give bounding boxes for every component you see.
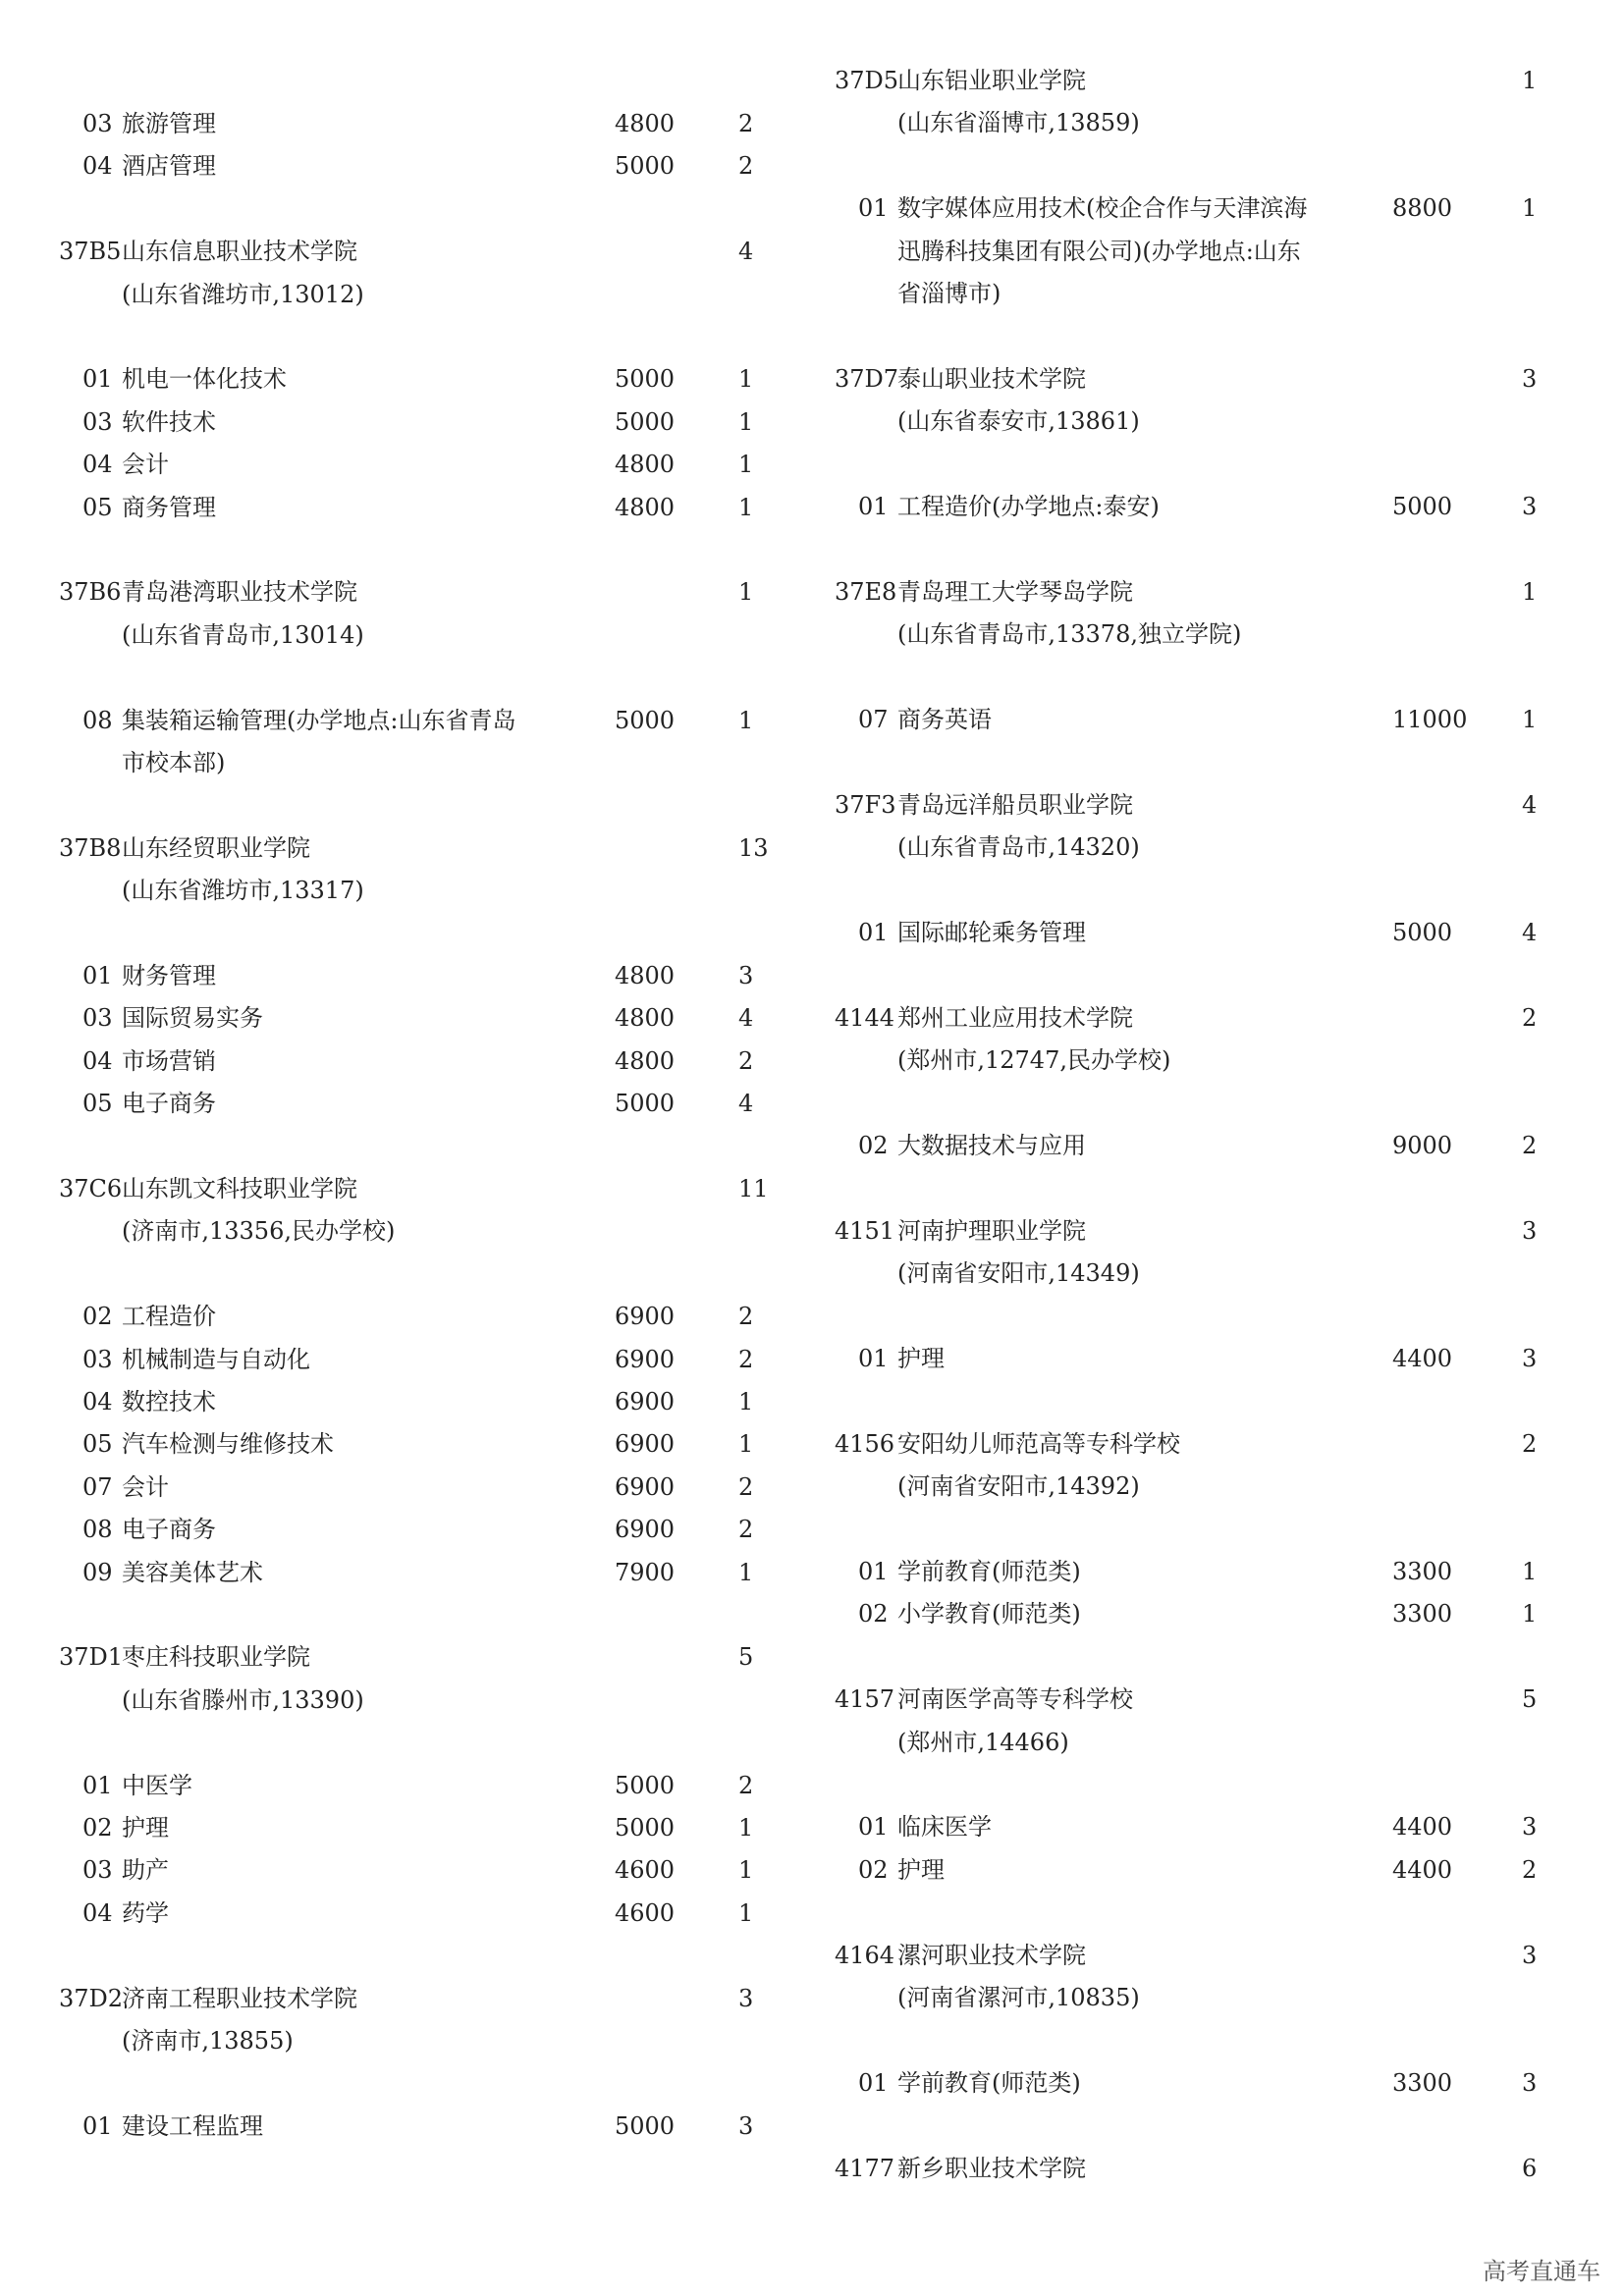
major-row: [0, 1894, 785, 1933]
major-fee: 5000: [615, 706, 676, 734]
major-row: [776, 1339, 1561, 1378]
continuation-row: [0, 871, 785, 910]
major-name: 机电一体化技术: [122, 365, 287, 394]
continuation-text: (山东省青岛市,13378,独立学院): [897, 620, 1242, 649]
major-row: [0, 1808, 785, 1847]
school-count: 11: [738, 1175, 769, 1202]
major-code: 05: [82, 1090, 113, 1118]
school-name: 枣庄科技职业学院: [122, 1643, 310, 1672]
major-row: [0, 402, 785, 442]
major-count: 2: [738, 110, 754, 137]
school-count: 2: [1522, 1429, 1538, 1458]
school-name: 山东经贸职业学院: [122, 833, 310, 862]
major-name: 酒店管理: [122, 152, 216, 181]
major-code: 09: [82, 1558, 113, 1586]
school-row: [776, 785, 1561, 825]
school-name: 新乡职业技术学院: [897, 2154, 1086, 2182]
school-count: 4: [738, 238, 754, 266]
major-row: [776, 2063, 1561, 2103]
major-code: 04: [82, 152, 113, 181]
major-code: 03: [82, 110, 113, 137]
school-row: [0, 1979, 785, 2018]
major-row: [776, 1126, 1561, 1165]
major-name: 助产: [122, 1856, 169, 1885]
major-fee: 6900: [615, 1303, 676, 1331]
major-name: 美容美体艺术: [122, 1558, 263, 1586]
major-code: 01: [82, 365, 113, 394]
school-count: 2: [1522, 1003, 1538, 1032]
major-name: 大数据技术与应用: [897, 1132, 1086, 1159]
continuation-text: (河南省安阳市,14392): [897, 1472, 1140, 1501]
major-row: [776, 913, 1561, 952]
major-fee: 3300: [1392, 2068, 1453, 2097]
major-name: 电子商务: [122, 1090, 216, 1118]
school-name: 郑州工业应用技术学院: [897, 1003, 1133, 1032]
major-count: 1: [738, 451, 754, 479]
school-code: 37D1: [59, 1643, 124, 1672]
school-row: [776, 61, 1561, 100]
school-row: [776, 1424, 1561, 1464]
school-count: 4: [1522, 790, 1538, 819]
major-row: [0, 1297, 785, 1336]
major-name: 国际贸易实务: [122, 1004, 263, 1033]
major-code: 03: [82, 407, 113, 436]
major-name: 财务管理: [122, 962, 216, 989]
major-code: 01: [858, 1813, 889, 1842]
continuation-row: [776, 828, 1561, 867]
major-name: 学前教育(师范类): [897, 1558, 1081, 1585]
major-count: 1: [1522, 1558, 1538, 1585]
school-row: [776, 2149, 1561, 2188]
major-row: [0, 1510, 785, 1549]
major-row: [0, 104, 785, 143]
school-code: 4144: [835, 1003, 895, 1032]
major-fee: 6900: [615, 1345, 676, 1373]
major-fee: 3300: [1392, 1600, 1453, 1629]
major-count: 1: [738, 1558, 754, 1586]
major-count: 3: [1522, 1813, 1538, 1842]
major-count: 1: [738, 407, 754, 436]
school-code: 37F3: [835, 790, 896, 819]
continuation-text: 市校本部): [122, 749, 226, 776]
major-code: 01: [82, 962, 113, 989]
major-code: 01: [858, 919, 889, 946]
major-row: [776, 1850, 1561, 1890]
continuation-row: [0, 615, 785, 655]
major-count: 1: [738, 1898, 754, 1927]
major-row: [0, 1553, 785, 1592]
major-fee: 6900: [615, 1516, 676, 1544]
major-name: 商务英语: [897, 706, 992, 733]
continuation-text: (山东省潍坊市,13317): [122, 877, 364, 905]
major-name: 工程造价: [122, 1303, 216, 1331]
major-row: [776, 1807, 1561, 1846]
school-count: 5: [1522, 1685, 1538, 1714]
school-code: 37B6: [59, 578, 122, 607]
major-fee: 4800: [615, 962, 676, 989]
major-fee: 4400: [1392, 1813, 1453, 1842]
major-name: 工程造价(办学地点:泰安): [897, 493, 1160, 520]
continuation-text: (山东省滕州市,13390): [122, 1685, 364, 1714]
major-fee: 3300: [1392, 1558, 1453, 1585]
left-column: [0, 0, 785, 2258]
major-name: 汽车检测与维修技术: [122, 1430, 334, 1459]
major-code: 08: [82, 706, 113, 734]
school-name: 济南工程职业技术学院: [122, 1984, 357, 2012]
major-row: [0, 1340, 785, 1379]
major-name: 商务管理: [122, 493, 216, 521]
school-code: 4156: [835, 1429, 895, 1458]
continuation-row: [0, 1211, 785, 1251]
major-fee: 6900: [615, 1430, 676, 1459]
major-count: 3: [1522, 2068, 1538, 2097]
major-row: [776, 188, 1561, 228]
school-count: 1: [1522, 577, 1538, 606]
school-code: 37E8: [835, 577, 897, 606]
school-count: 1: [1522, 67, 1538, 94]
major-row: [0, 2107, 785, 2146]
major-row: [776, 1552, 1561, 1591]
continuation-text: (山东省淄博市,13859): [897, 109, 1140, 137]
major-name: 电子商务: [122, 1516, 216, 1544]
major-name: 集装箱运输管理(办学地点:山东省青岛: [122, 706, 516, 734]
school-row: [0, 1169, 785, 1208]
major-fee: 8800: [1392, 194, 1453, 223]
school-code: 4164: [835, 1941, 895, 1969]
major-row: [0, 1850, 785, 1890]
major-count: 2: [738, 1516, 754, 1544]
school-code: 4157: [835, 1685, 895, 1714]
major-code: 04: [82, 1046, 113, 1075]
major-code: 01: [82, 2111, 113, 2140]
major-row: [0, 701, 785, 740]
major-fee: 5000: [615, 1771, 676, 1799]
major-code: 03: [82, 1345, 113, 1373]
school-row: [776, 1936, 1561, 1975]
major-fee: 5000: [615, 1090, 676, 1118]
major-name: 小学教育(师范类): [897, 1600, 1081, 1629]
major-count: 1: [1522, 706, 1538, 733]
major-count: 1: [738, 493, 754, 521]
major-fee: 4400: [1392, 1855, 1453, 1884]
continuation-row: [776, 1254, 1561, 1293]
school-name: 山东铝业职业学院: [897, 67, 1086, 94]
continuation-row: [776, 103, 1561, 142]
school-code: 37D5: [835, 67, 899, 94]
school-row: [0, 1637, 785, 1677]
major-name: 中医学: [122, 1771, 192, 1799]
major-count: 2: [738, 152, 754, 181]
major-code: 08: [82, 1516, 113, 1544]
major-name: 数控技术: [122, 1388, 216, 1415]
major-count: 2: [1522, 1855, 1538, 1884]
major-code: 02: [858, 1132, 889, 1159]
major-row: [776, 1594, 1561, 1633]
major-row: [0, 1424, 785, 1464]
school-code: 37B8: [59, 833, 122, 862]
continuation-text: (郑州市,14466): [897, 1728, 1069, 1756]
school-name: 青岛理工大学琴岛学院: [897, 577, 1133, 606]
major-code: 01: [858, 1558, 889, 1585]
school-count: 6: [1522, 2154, 1538, 2182]
school-name: 河南医学高等专科学校: [897, 1685, 1133, 1714]
continuation-text: (山东省青岛市,13014): [122, 620, 364, 649]
major-code: 01: [858, 194, 889, 223]
major-name: 市场营销: [122, 1046, 216, 1075]
school-code: 37C6: [59, 1175, 123, 1202]
major-code: 07: [82, 1472, 113, 1501]
continuation-row: [776, 401, 1561, 441]
watermark: 高考直通车: [1483, 2258, 1600, 2285]
school-row: [776, 1211, 1561, 1251]
continuation-text: (郑州市,12747,民办学校): [897, 1046, 1171, 1075]
major-count: 3: [1522, 493, 1538, 520]
major-name: 建设工程监理: [122, 2111, 263, 2140]
major-count: 3: [738, 962, 754, 989]
school-count: 3: [738, 1984, 754, 2012]
major-name: 护理: [897, 1855, 945, 1884]
school-name: 安阳幼儿师范高等专科学校: [897, 1429, 1180, 1458]
major-name: 会计: [122, 451, 169, 479]
major-code: 01: [82, 1771, 113, 1799]
major-fee: 5000: [1392, 919, 1453, 946]
continuation-text: (河南省安阳市,14349): [897, 1259, 1140, 1288]
major-name: 机械制造与自动化: [122, 1345, 310, 1373]
school-count: 3: [1522, 1941, 1538, 1969]
major-fee: 5000: [615, 2111, 676, 2140]
school-code: 37B5: [59, 238, 122, 266]
continuation-row: [0, 2021, 785, 2060]
continuation-row: [776, 1041, 1561, 1080]
continuation-text: 省淄博市): [897, 280, 1001, 307]
major-row: [0, 1382, 785, 1421]
major-name: 数字媒体应用技术(校企合作与天津滨海: [897, 194, 1308, 223]
major-count: 1: [738, 1814, 754, 1842]
major-code: 01: [858, 2068, 889, 2097]
major-count: 4: [738, 1004, 754, 1033]
major-code: 04: [82, 1388, 113, 1415]
major-fee: 6900: [615, 1388, 676, 1415]
major-row: [0, 998, 785, 1038]
continuation-text: (山东省潍坊市,13012): [122, 280, 364, 308]
major-count: 4: [738, 1090, 754, 1118]
major-name: 软件技术: [122, 407, 216, 436]
major-code: 04: [82, 451, 113, 479]
major-name: 护理: [122, 1814, 169, 1842]
continuation-row: [776, 1723, 1561, 1762]
major-name: 学前教育(师范类): [897, 2068, 1081, 2097]
school-count: 3: [1522, 1216, 1538, 1245]
major-fee: 4800: [615, 110, 676, 137]
major-code: 03: [82, 1004, 113, 1033]
major-name: 国际邮轮乘务管理: [897, 919, 1086, 946]
major-fee: 5000: [615, 365, 676, 394]
major-count: 2: [738, 1303, 754, 1331]
major-fee: 5000: [615, 407, 676, 436]
major-count: 2: [738, 1472, 754, 1501]
major-count: 4: [1522, 919, 1538, 946]
major-row: [0, 1084, 785, 1123]
major-fee: 7900: [615, 1558, 676, 1586]
major-fee: 4600: [615, 1898, 676, 1927]
major-name: 护理: [897, 1345, 945, 1372]
continuation-row: [776, 614, 1561, 654]
school-name: 漯河职业技术学院: [897, 1941, 1086, 1969]
school-row: [776, 359, 1561, 399]
major-name: 旅游管理: [122, 110, 216, 137]
major-code: 05: [82, 1430, 113, 1459]
major-row: [0, 488, 785, 527]
major-count: 1: [738, 1388, 754, 1415]
major-name: 临床医学: [897, 1813, 992, 1842]
major-count: 2: [738, 1046, 754, 1075]
major-row: [776, 700, 1561, 739]
major-count: 1: [738, 365, 754, 394]
major-row: [776, 487, 1561, 526]
continuation-row: [0, 275, 785, 314]
major-fee: 11000: [1392, 706, 1468, 733]
major-row: [0, 359, 785, 399]
school-name: 山东凯文科技职业学院: [122, 1175, 357, 1202]
major-code: 04: [82, 1898, 113, 1927]
school-row: [0, 232, 785, 271]
major-code: 05: [82, 493, 113, 521]
major-fee: 6900: [615, 1472, 676, 1501]
major-fee: 4800: [615, 493, 676, 521]
major-fee: 4400: [1392, 1345, 1453, 1372]
major-code: 01: [858, 493, 889, 520]
major-count: 1: [1522, 1600, 1538, 1629]
major-count: 3: [738, 2111, 754, 2140]
major-fee: 4800: [615, 1004, 676, 1033]
continuation-text: 迅腾科技集团有限公司)(办学地点:山东: [897, 237, 1301, 265]
continuation-text: (河南省漯河市,10835): [897, 1984, 1140, 2011]
major-code: 01: [858, 1345, 889, 1372]
major-row: [0, 956, 785, 995]
school-name: 青岛远洋船员职业学院: [897, 790, 1133, 819]
school-code: 4177: [835, 2154, 895, 2182]
major-count: 2: [1522, 1132, 1538, 1159]
right-column: [776, 0, 1561, 2258]
school-name: 青岛港湾职业技术学院: [122, 578, 357, 607]
major-name: 会计: [122, 1472, 169, 1501]
continuation-row: [776, 274, 1561, 313]
continuation-text: (山东省青岛市,14320): [897, 833, 1140, 862]
school-count: 3: [1522, 364, 1538, 393]
major-code: 02: [82, 1303, 113, 1331]
continuation-row: [0, 743, 785, 782]
school-code: 37D7: [835, 364, 899, 393]
major-row: [0, 445, 785, 484]
major-count: 3: [1522, 1345, 1538, 1372]
school-count: 13: [738, 833, 769, 862]
continuation-row: [0, 1681, 785, 1720]
major-row: [0, 1468, 785, 1507]
continuation-text: (山东省泰安市,13861): [897, 407, 1140, 436]
school-name: 河南护理职业学院: [897, 1216, 1086, 1245]
school-count: 1: [738, 578, 754, 607]
school-name: 山东信息职业技术学院: [122, 238, 357, 266]
major-name: 药学: [122, 1898, 169, 1927]
major-row: [0, 1766, 785, 1805]
school-row: [776, 572, 1561, 612]
school-row: [0, 572, 785, 612]
major-count: 1: [738, 1430, 754, 1459]
major-fee: 5000: [615, 1814, 676, 1842]
major-code: 07: [858, 706, 889, 733]
major-fee: 4600: [615, 1856, 676, 1885]
major-count: 1: [738, 706, 754, 734]
major-code: 02: [82, 1814, 113, 1842]
continuation-row: [776, 1467, 1561, 1506]
major-fee: 4800: [615, 1046, 676, 1075]
continuation-row: [776, 232, 1561, 271]
school-count: 5: [738, 1643, 754, 1672]
major-row: [0, 1041, 785, 1081]
major-row: [0, 146, 785, 186]
continuation-row: [776, 1978, 1561, 2017]
major-fee: 5000: [1392, 493, 1453, 520]
school-code: 37D2: [59, 1984, 124, 2012]
major-code: 02: [858, 1855, 889, 1884]
school-row: [776, 998, 1561, 1038]
major-count: 1: [738, 1856, 754, 1885]
school-name: 泰山职业技术学院: [897, 364, 1086, 393]
major-code: 03: [82, 1856, 113, 1885]
major-fee: 5000: [615, 152, 676, 181]
major-fee: 9000: [1392, 1132, 1453, 1159]
school-row: [776, 1680, 1561, 1719]
major-count: 2: [738, 1771, 754, 1799]
major-code: 02: [858, 1600, 889, 1629]
school-code: 4151: [835, 1216, 895, 1245]
major-count: 1: [1522, 194, 1538, 223]
school-row: [0, 828, 785, 868]
major-count: 2: [738, 1345, 754, 1373]
major-fee: 4800: [615, 451, 676, 479]
continuation-text: (济南市,13356,民办学校): [122, 1217, 396, 1246]
continuation-text: (济南市,13855): [122, 2027, 294, 2055]
